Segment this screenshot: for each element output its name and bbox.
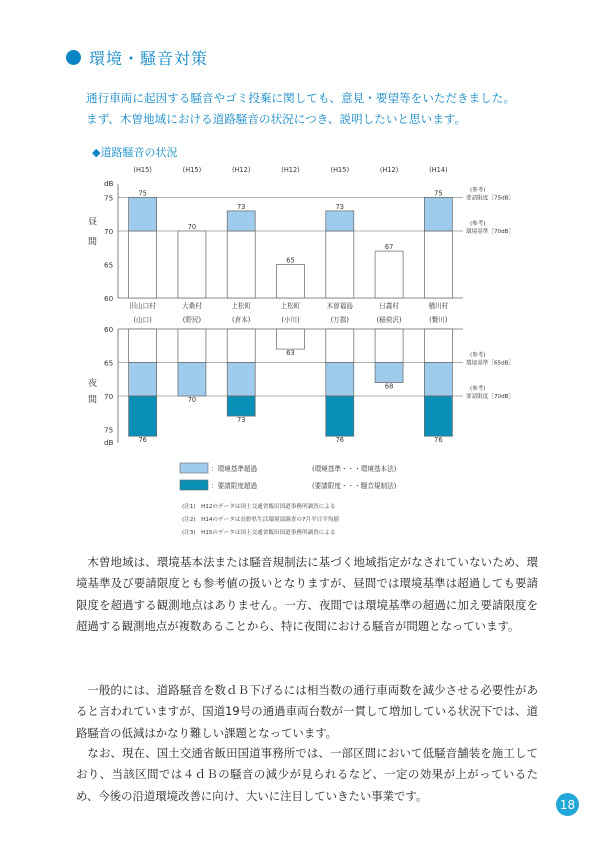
day-value-label: 75 bbox=[434, 189, 443, 198]
night-bar-base bbox=[375, 329, 403, 363]
site-subtitle-label: (万郡) bbox=[330, 316, 349, 324]
night-bar-base bbox=[129, 329, 157, 363]
legend-label: ：環境基準超過 bbox=[211, 465, 258, 473]
chart-note: (注2) H14のデータは長野県生活環境部調査の7月平日平均値 bbox=[182, 517, 340, 523]
day-unit-label: dB bbox=[104, 179, 114, 189]
bullet-icon bbox=[66, 50, 81, 65]
legend-swatch bbox=[180, 480, 208, 490]
site-subtitle-label: (贄川) bbox=[429, 316, 448, 324]
night-bar-env-exceed bbox=[375, 363, 403, 383]
site-subtitle-label: (小川) bbox=[281, 316, 300, 324]
day-reference-note: (参考) bbox=[470, 221, 486, 227]
night-bar-limit-exceed bbox=[227, 396, 255, 416]
day-value-label: 73 bbox=[237, 202, 246, 211]
noise-chart bbox=[0, 160, 595, 536]
day-bar-base bbox=[178, 231, 206, 298]
site-year-label: (H12) bbox=[281, 166, 300, 174]
day-axis-label-2: 間 bbox=[88, 237, 98, 248]
day-bar-env-exceed bbox=[129, 198, 157, 232]
site-name-label: 大桑村 bbox=[182, 302, 202, 310]
night-bar-base bbox=[424, 329, 452, 363]
day-tick-label: 75 bbox=[104, 193, 114, 203]
legend-desc: (環境基準・・・環境基本法) bbox=[312, 465, 397, 473]
day-value-label: 73 bbox=[335, 202, 344, 211]
page-number-badge: 18 bbox=[556, 793, 579, 816]
site-name-label: 上松町 bbox=[231, 302, 252, 310]
site-name-label: 日義村 bbox=[379, 302, 399, 310]
day-bar-base bbox=[277, 265, 305, 299]
day-value-label: 75 bbox=[138, 189, 147, 198]
day-bar-base bbox=[375, 251, 403, 298]
day-bar-base bbox=[227, 231, 255, 298]
body-paragraph-2: 一般的には、道路騒音を数ｄＢ下げるには相当数の通行車両数を減少させる必要性があると言われていますが、国道19号の通過車両台数が一貫して増加している状況下では、道路騒音の低減はかなり難しい課題となっています。 bbox=[76, 683, 538, 740]
page-title: 環境・騒音対策 bbox=[89, 49, 209, 68]
day-bar-env-exceed bbox=[227, 211, 255, 231]
site-name-label: 楢川村 bbox=[428, 302, 449, 310]
day-value-label: 67 bbox=[384, 243, 394, 252]
night-bar-base bbox=[227, 329, 255, 363]
night-bar-env-exceed bbox=[178, 363, 206, 397]
day-tick-label: 60 bbox=[104, 294, 114, 303]
night-bar-limit-exceed bbox=[326, 396, 354, 436]
site-year-label: (H12) bbox=[231, 166, 251, 174]
night-value-label: 73 bbox=[237, 416, 246, 425]
night-reference-label: 環境基準［65dB］ bbox=[466, 360, 515, 367]
body-paragraph-1: 木曽地域は、環境基本法または騒音規制法に基づく地域指定がなされていないため、環境基準及び要請限度とも参考値の扱いとなりますが、昼間では環境基準は超過しても要請限度を超過する観測地点はありません。一方、夜間では環境基準の超過に加え要請限度を超過する観測地点が複数あることから、特に夜間における騒音が問題となっています。 bbox=[76, 555, 538, 634]
night-tick-label: 60 bbox=[104, 325, 114, 334]
night-reference-note: (参考) bbox=[470, 352, 486, 359]
day-bar-base bbox=[129, 231, 157, 298]
night-value-label: 63 bbox=[286, 349, 295, 358]
day-reference-label: 要請限度［75dB］ bbox=[466, 195, 515, 202]
site-year-label: (H15) bbox=[182, 166, 202, 174]
night-bar-base bbox=[277, 329, 305, 349]
night-unit-label: dB bbox=[104, 437, 114, 447]
site-subtitle-label: (倉本) bbox=[232, 316, 251, 324]
section-heading bbox=[66, 46, 208, 69]
chart-note: (注1) H12のデータは国土交通省飯田国道事務所調査による bbox=[182, 504, 336, 510]
day-value-label: 70 bbox=[187, 223, 197, 231]
site-name-label: 上松町 bbox=[280, 302, 301, 310]
night-value-label: 76 bbox=[434, 436, 443, 445]
site-subtitle-label: (稲荷沢) bbox=[376, 316, 402, 324]
night-tick-label: 65 bbox=[104, 358, 114, 368]
night-bar-limit-exceed bbox=[129, 396, 157, 436]
site-year-label: (H15) bbox=[133, 166, 152, 174]
day-tick-label: 65 bbox=[104, 260, 114, 270]
day-bar-env-exceed bbox=[326, 211, 354, 231]
night-bar-env-exceed bbox=[227, 363, 255, 397]
night-bar-base bbox=[326, 329, 354, 363]
site-year-label: (H15) bbox=[330, 166, 350, 174]
body-paragraph-3: なお、現在、国土交通省飯田国道事務所では、一部区間において低騒音舗装を施工しており、当該区間では４ｄＢの騒音の減少が見られるなど、一定の効果が上がっているため、今後の沿道環境改善に向け、大いに注目していきたい事業です。 bbox=[76, 746, 538, 803]
day-axis-label-1: 昼 bbox=[88, 217, 98, 228]
night-value-label: 76 bbox=[335, 436, 344, 445]
night-value-label: 70 bbox=[187, 396, 197, 404]
night-tick-label: 70 bbox=[104, 392, 114, 401]
day-tick-label: 70 bbox=[104, 227, 114, 236]
site-subtitle-label: (山口) bbox=[133, 316, 152, 324]
night-value-label: 68 bbox=[384, 382, 394, 391]
night-bar-env-exceed bbox=[326, 363, 354, 397]
site-year-label: (H12) bbox=[379, 166, 399, 174]
night-axis-label-2: 間 bbox=[88, 395, 98, 406]
night-reference-label: 要請限度［70dB］ bbox=[466, 394, 515, 400]
night-bar-base bbox=[178, 329, 206, 363]
night-bar-env-exceed bbox=[129, 363, 157, 397]
day-bar-base bbox=[326, 231, 354, 298]
intro-line-1: 通行車両に起因する騒音やゴミ投棄に関しても、意見・要望等をいただきました。 bbox=[86, 91, 515, 105]
day-bar-env-exceed bbox=[424, 198, 452, 232]
chart-note: (注3) H15のデータは国土交通省飯田国道事務所調査による bbox=[182, 530, 336, 536]
day-reference-label: 環境基準［70dB］ bbox=[466, 229, 515, 235]
day-value-label: 65 bbox=[286, 256, 295, 265]
night-tick-label: 75 bbox=[104, 425, 114, 435]
night-reference-note: (参考) bbox=[470, 386, 486, 392]
night-axis-label-1: 夜 bbox=[88, 378, 98, 389]
legend-swatch bbox=[180, 463, 208, 473]
intro-text bbox=[86, 88, 556, 130]
intro-line-2: まず、木曽地域における道路騒音の状況につき、説明したいと思います。 bbox=[86, 112, 467, 126]
night-value-label: 76 bbox=[138, 436, 147, 445]
night-bar-env-exceed bbox=[424, 363, 452, 397]
day-reference-note: (参考) bbox=[470, 187, 486, 194]
site-name-label: 木曽福島 bbox=[326, 302, 353, 310]
site-subtitle-label: (野尻) bbox=[182, 316, 202, 324]
legend-desc: (要請限度・・・騒音規制法) bbox=[312, 482, 397, 490]
site-year-label: (H14) bbox=[429, 166, 448, 174]
legend-label: ：要請限度超過 bbox=[211, 482, 258, 490]
chart-title: ◆道路騒音の状況 bbox=[92, 146, 178, 159]
day-bar-base bbox=[424, 231, 452, 298]
site-name-label: 旧山口村 bbox=[129, 302, 156, 310]
night-bar-limit-exceed bbox=[424, 396, 452, 436]
